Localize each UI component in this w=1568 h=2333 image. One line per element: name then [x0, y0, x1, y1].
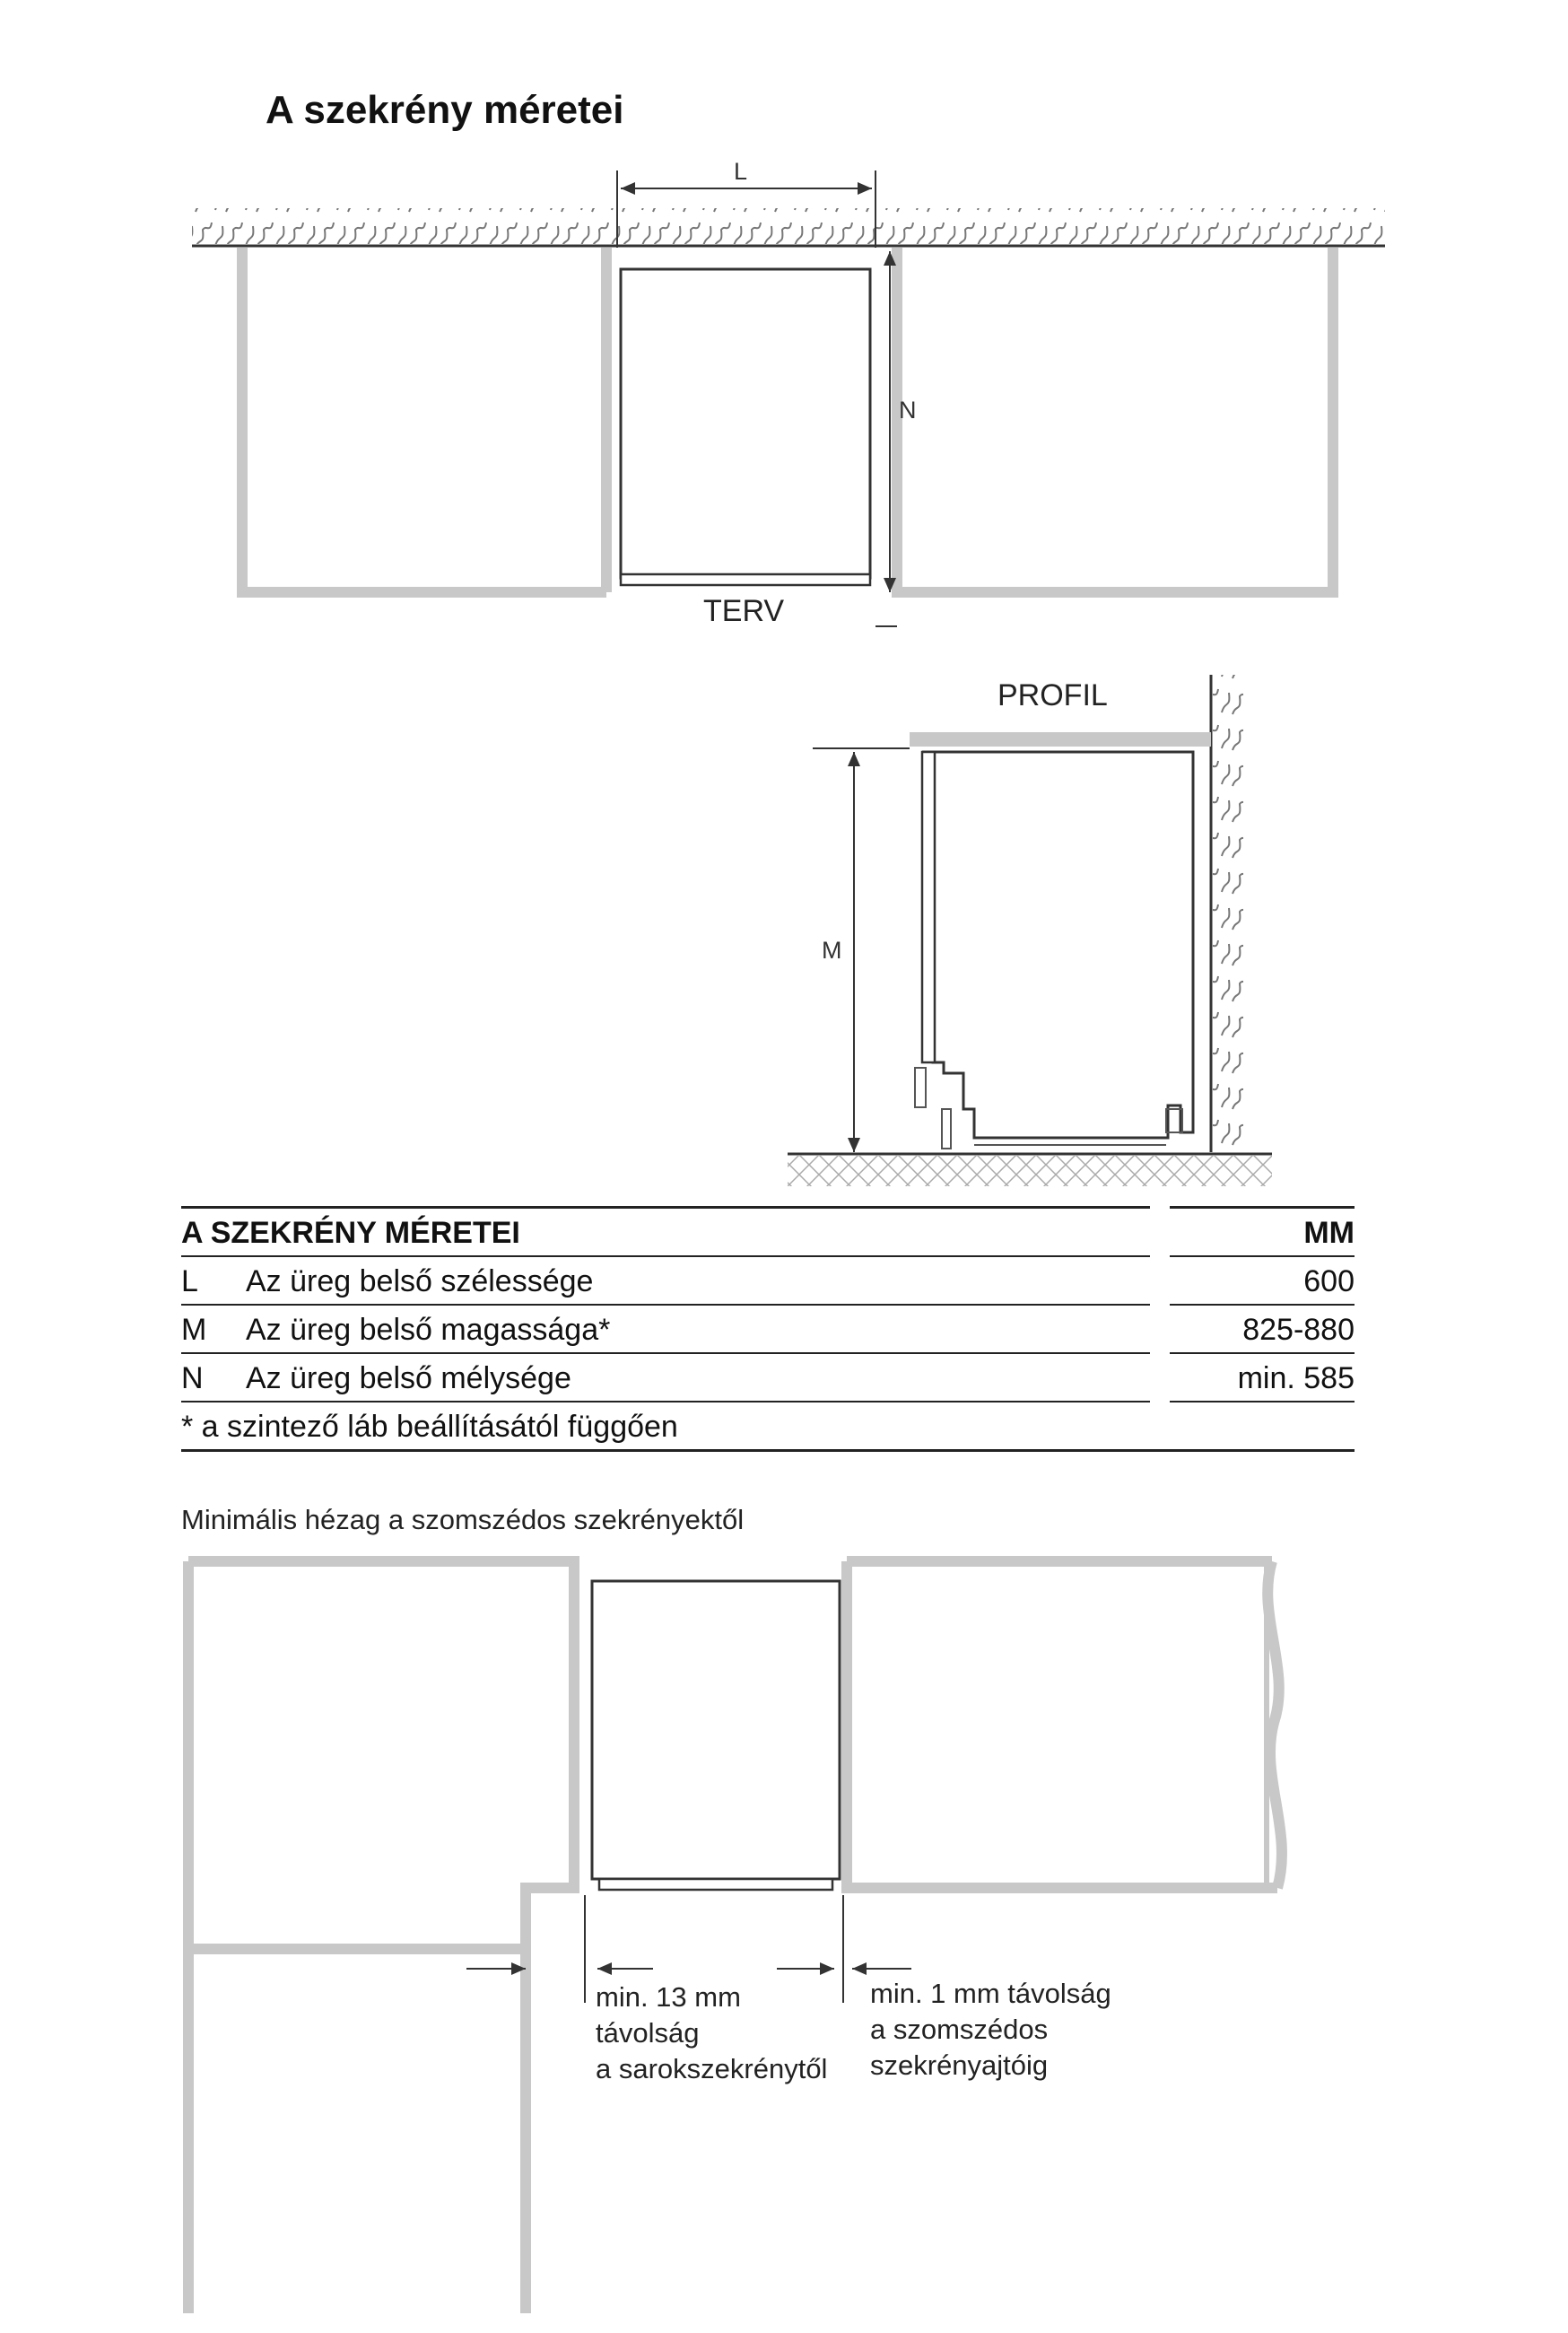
neighbour-cabinet	[847, 1561, 1277, 1888]
row-code: M	[181, 1305, 246, 1353]
row-name: Az üreg belső mélysége	[246, 1353, 1150, 1402]
appliance-door-clearance	[599, 1879, 832, 1890]
row-name: Az üreg belső magassága*	[246, 1305, 1150, 1353]
row-name: Az üreg belső szélessége	[246, 1256, 1150, 1305]
clearance-note-corner	[596, 1979, 827, 2087]
corner-cabinet	[188, 1561, 574, 2313]
profile-view-label: PROFIL	[997, 678, 1108, 712]
row-value: 825-880	[1170, 1305, 1355, 1353]
table-header-name: A SZEKRÉNY MÉRETEI	[181, 1208, 1150, 1257]
table-header-unit: MM	[1170, 1208, 1355, 1257]
appliance-clearance	[592, 1581, 840, 1879]
row-code: L	[181, 1256, 246, 1305]
row-value: min. 585	[1170, 1353, 1355, 1402]
table-footnote: * a szintező láb beállításától függően	[181, 1402, 1355, 1451]
row-value: 600	[1170, 1256, 1355, 1305]
dim-label-m: M	[822, 937, 842, 964]
note-neighbour-line: szekrényajtóig	[870, 2049, 1049, 2081]
clearance-heading: Minimális hézag a szomszédos szekrényektől	[181, 1504, 745, 1535]
clearance-note-neighbour	[870, 1976, 1111, 2084]
neighbour-cabinet-cut	[1267, 1561, 1282, 1888]
page-title: A szekrény méretei	[266, 88, 624, 132]
note-neighbour-line: min. 1 mm távolság	[870, 1978, 1111, 2009]
row-code: N	[181, 1353, 246, 1402]
dim-label-l: L	[734, 158, 748, 185]
note-corner-line: a sarokszekrénytől	[596, 2053, 828, 2084]
note-corner-line: min. 13 mm	[596, 1981, 741, 2013]
plan-view-label: TERV	[703, 594, 785, 628]
note-corner-line: távolság	[596, 2017, 700, 2049]
note-neighbour-line: a szomszédos	[870, 2014, 1049, 2045]
dim-label-n: N	[899, 397, 917, 424]
